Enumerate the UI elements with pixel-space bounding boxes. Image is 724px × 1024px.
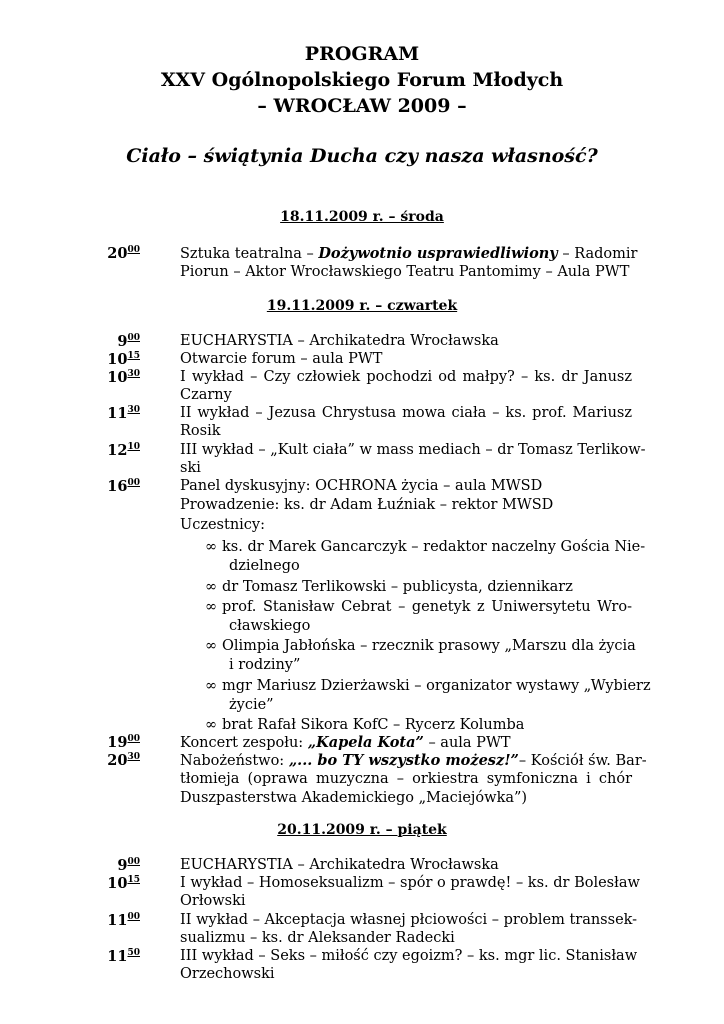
event-service-line3: Duszpasterstwa Akademickiego „Maciejówka”) xyxy=(180,790,528,806)
event-time: $11^{50}$ xyxy=(107,948,140,965)
forum-city-year: – WROCŁAW 2009 – xyxy=(257,95,467,117)
panel-participant: prof. Stanisław Cebrat – genetyk z Uniwersytetu Wro- xyxy=(222,599,632,615)
panel-moderator: Prowadzenie: ks. dr Adam Łuźniak – rektor MWSD xyxy=(180,497,554,513)
event-service-line2: tłomieja (oprawa muzyczna – orkiestra symfoniczna i chór xyxy=(180,771,632,787)
infinity-bullet-icon: ∞ xyxy=(205,599,218,615)
event-time: $9^{00}$ xyxy=(117,857,140,874)
day-date-19: 19.11.2009 r. – czwartek xyxy=(266,298,458,314)
day-date-18: 18.11.2009 r. – środa xyxy=(280,209,444,225)
event-lecture-2-line2: sualizmu – ks. dr Aleksander Radecki xyxy=(180,930,455,946)
panel-participant: dr Tomasz Terlikowski – publicysta, dziennikarz xyxy=(222,579,573,595)
panel-participant: brat Rafał Sikora KofC – Rycerz Kolumba xyxy=(222,717,525,733)
event-concert: Koncert zespołu: „Kapela Kota” – aula PWT xyxy=(180,734,511,751)
panel-participant: Olimpia Jabłońska – rzecznik prasowy „Marszu dla życia xyxy=(222,638,636,654)
event-lecture-2-line2: Rosik xyxy=(180,423,221,439)
event-service: Nabożeństwo: „... bo TY wszystko możesz!”– Kościół św. Bar- xyxy=(180,752,647,769)
event-time: $9^{00}$ xyxy=(117,333,140,350)
infinity-bullet-icon: ∞ xyxy=(205,717,218,733)
event-time: $10^{15}$ xyxy=(107,351,140,368)
forum-title: XXV Ogólnopolskiego Forum Młodych xyxy=(160,69,564,91)
event-theatre: Sztuka teatralna – Dożywotnio usprawiedliwiony – Radomir xyxy=(180,245,638,262)
panel-participant-cont: dzielnego xyxy=(229,558,300,574)
event-lecture-2: II wykład – Jezusa Chrystusa mowa ciała – ks. prof. Mariusz xyxy=(180,405,632,421)
panel-participants-label: Uczestnicy: xyxy=(180,517,266,533)
event-opening: Otwarcie forum – aula PWT xyxy=(180,351,383,367)
event-lecture-1: I wykład – Czy człowiek pochodzi od małpy? – ks. dr Janusz xyxy=(180,369,632,385)
event-lecture-3: III wykład – „Kult ciała” w mass mediach – dr Tomasz Terlikow- xyxy=(180,442,646,458)
event-time: $20^{30}$ xyxy=(107,752,140,769)
panel-participant-cont: cławskiego xyxy=(229,618,311,634)
event-lecture-3: III wykład – Seks – miłość czy egoizm? – ks. mgr lic. Stanisław xyxy=(180,948,638,964)
day-date-20: 20.11.2009 r. – piątek xyxy=(277,822,447,838)
forum-motto: Ciało – świątynia Ducha czy nasza własność? xyxy=(126,145,598,167)
panel-participant: ks. dr Marek Gancarczyk – redaktor naczelny Gościa Nie- xyxy=(222,539,646,555)
infinity-bullet-icon: ∞ xyxy=(205,579,218,595)
event-time: $11^{30}$ xyxy=(107,405,140,422)
infinity-bullet-icon: ∞ xyxy=(205,678,218,694)
event-lecture-3-line2: Orzechowski xyxy=(180,966,275,982)
event-lecture-2: II wykład – Akceptacja własnej płciowości – problem transsek- xyxy=(180,912,638,928)
event-time: $12^{10}$ xyxy=(107,442,140,459)
infinity-bullet-icon: ∞ xyxy=(205,539,218,555)
event-lecture-1-line2: Orłowski xyxy=(180,893,246,909)
program-title: PROGRAM xyxy=(304,43,420,65)
event-lecture-3-line2: ski xyxy=(180,460,201,476)
event-time: $16^{00}$ xyxy=(107,478,140,495)
event-lecture-1-line2: Czarny xyxy=(180,387,232,403)
event-eucharist: EUCHARYSTIA – Archikatedra Wrocławska xyxy=(180,857,499,873)
panel-participant-cont: życie” xyxy=(229,697,274,713)
event-time: $11^{00}$ xyxy=(107,912,140,929)
event-eucharist: EUCHARYSTIA – Archikatedra Wrocławska xyxy=(180,333,499,349)
event-time: $10^{15}$ xyxy=(107,875,140,892)
event-time: $20^{00}$ xyxy=(107,245,140,262)
event-time: $10^{30}$ xyxy=(107,369,140,386)
panel-participant: mgr Mariusz Dzierżawski – organizator wystawy „Wybierz xyxy=(222,678,651,694)
infinity-bullet-icon: ∞ xyxy=(205,638,218,654)
panel-participant-cont: i rodziny” xyxy=(229,657,301,673)
event-time: $19^{00}$ xyxy=(107,734,140,751)
event-lecture-1: I wykład – Homoseksualizm – spór o prawdę! – ks. dr Bolesław xyxy=(180,875,640,891)
event-panel: Panel dyskusyjny: OCHRONA życia – aula MWSD xyxy=(180,478,543,494)
event-theatre-line2: Piorun – Aktor Wrocławskiego Teatru Pantomimy – Aula PWT xyxy=(180,264,630,280)
